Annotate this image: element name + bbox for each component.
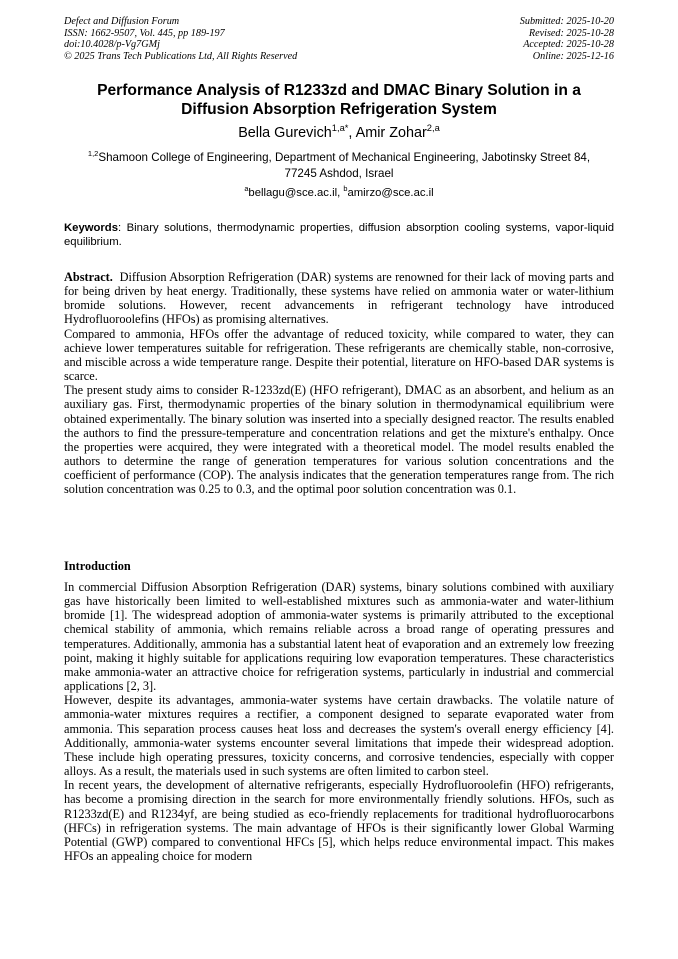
keywords-label: Keywords: [64, 222, 118, 234]
abstract-section: [64, 270, 614, 497]
title-line-2: Diffusion Absorption Refrigeration System: [181, 100, 497, 118]
affiliation-mark: 1,2: [87, 149, 99, 159]
introduction-paragraph-2: However, despite its advantages, ammonia-water systems have certain drawbacks. The volatile nature of ammonia-water mixtures requires a rectifier, a component designed to separate evaporated water from ammonia. This separation process causes heat loss and decreases the system's overall energy efficiency [4]. Additionally, ammonia-water systems encounter several limitations that impede their widespread adoption. These include high operating pressures, toxicity concerns, and corrosive tendencies, especially with copper alloys. As a result, the materials used in such systems are often limited to carbon steel.: [64, 693, 614, 779]
email-1: bellagu@sce.ac.il: [248, 187, 338, 199]
paper-title: [64, 82, 614, 119]
journal-doi: doi:10.4028/p-Vg7GMj: [64, 39, 160, 51]
author-2-name: Amir Zohar: [355, 125, 427, 141]
keywords-text: : Binary solutions, thermodynamic properties, diffusion absorption cooling systems, vapor-liquid equilibrium.: [64, 222, 614, 248]
date-accepted: Accepted: 2025-10-28: [523, 39, 614, 51]
date-online: Online: 2025-12-16: [532, 50, 614, 62]
journal-name: Defect and Diffusion Forum: [64, 16, 180, 27]
introduction-section: [64, 580, 614, 863]
email-separator: ,: [337, 187, 344, 199]
introduction-paragraph-1: In commercial Diffusion Absorption Refrigeration (DAR) systems, binary solutions combined with auxiliary gas have historically been limited to well-established mixtures such as ammonia-water and water-lithium bromide [1]. The widespread adoption of ammonia-water systems is primarily attributed to the exceptional chemical stability of ammonia, which remains reliable across a broad range of operating pressures and temperatures. Additionally, ammonia has a substantial latent heat of evaporation and an extremely low freezing point, making it highly suitable for applications requiring low evaporation temperatures. These characteristics make ammonia-water an attractive choice for refrigeration systems, particularly in industrial and commercial applications [2, 3].: [64, 580, 614, 694]
abstract-label: Abstract.: [64, 270, 113, 284]
author-2-affiliation-mark: 2,a: [426, 123, 440, 134]
abstract-paragraph-3: The present study aims to consider R-1233zd(E) (HFO refrigerant), DMAC as an absorbent, and helium as an auxiliary gas. First, thermodynamic properties of the binary solution in thermodynamical equilibrium were obtained experimentally. The binary solution was inserted into a specially designed reactor. The results enabled the authors to find the pressure-temperature and concentration relations and get the mixture's enthalpy. Once the properties were acquired, they were integrated with a theoretical model. The model results enabled the authors to determine the range of generation temperatures for various solution concentrations and the coefficient of performance (COP). The analysis indicates that the generation temperatures range from. The rich solution concentration was 0.25 to 0.3, and the optimal poor solution concentration was 0.1.: [64, 383, 614, 497]
author-emails: [64, 186, 614, 200]
email-2: amirzo@sce.ac.il: [347, 187, 434, 199]
affiliation-line-1: [64, 150, 614, 166]
introduction-paragraph-3: In recent years, the development of alternative refrigerants, especially Hydrofluoroolefin (HFO) refrigerants, has become a promising direction in the search for more environmentally friendly solutions. HFOs, such as R1233zd(E) and R1234yf, are being studied as eco-friendly replacements for traditional hydrofluorocarbons (HFCs) in refrigeration systems. The main advantage of HFOs is their significantly lower Global Warming Potential (GWP) compared to conventional HFCs [5], which helps reduce environmental impact. This makes HFOs an appealing choice for modern: [64, 778, 614, 863]
abstract-paragraph-1: [64, 270, 614, 327]
journal-issn: ISSN: 1662-9507, Vol. 445, pp 189-197: [64, 27, 225, 39]
keywords: [64, 222, 614, 249]
affiliation: [64, 150, 614, 181]
author-list: [64, 125, 614, 142]
title-line-1: Performance Analysis of R1233zd and DMAC Binary Solution in a: [97, 82, 581, 99]
affiliation-line-2: 77245 Ashdod, Israel: [284, 166, 394, 180]
email-mark-a: a: [244, 184, 249, 194]
date-submitted: Submitted: 2025-10-20: [519, 16, 614, 27]
abstract-paragraph-2: Compared to ammonia, HFOs offer the advantage of reduced toxicity, while compared to water, they can achieve lower temperatures suitable for refrigeration. These refrigerants are chemically stable, non-corrosive, and miscible across a wide temperature range. Despite their potential, literature on HFO-based DAR systems is scarce.: [64, 326, 614, 384]
author-separator: ,: [348, 125, 356, 141]
journal-copyright: © 2025 Trans Tech Publications Ltd, All Rights Reserved: [64, 50, 298, 62]
author-1-affiliation-mark: 1,a*: [331, 123, 349, 134]
affiliation-text-1: Shamoon College of Engineering, Department of Mechanical Engineering, Jabotinsky Street 84,: [98, 151, 591, 164]
date-revised: Revised: 2025-10-28: [528, 27, 614, 39]
section-heading-introduction: Introduction: [64, 559, 131, 573]
journal-info: [64, 16, 297, 62]
publication-dates: [520, 16, 614, 62]
email-mark-b: b: [343, 184, 348, 194]
abstract-text-1: Diffusion Absorption Refrigeration (DAR) systems are renowned for their lack of moving parts and for being driven by heat energy. Traditionally, these systems have relied on ammonia water or water-lithium bromide solutions. However, recent advancements in refrigerant technology have introduced Hydrofluoroolefins (HFOs) as promising alternatives.: [64, 270, 614, 327]
author-1-name: Bella Gurevich: [238, 125, 332, 141]
